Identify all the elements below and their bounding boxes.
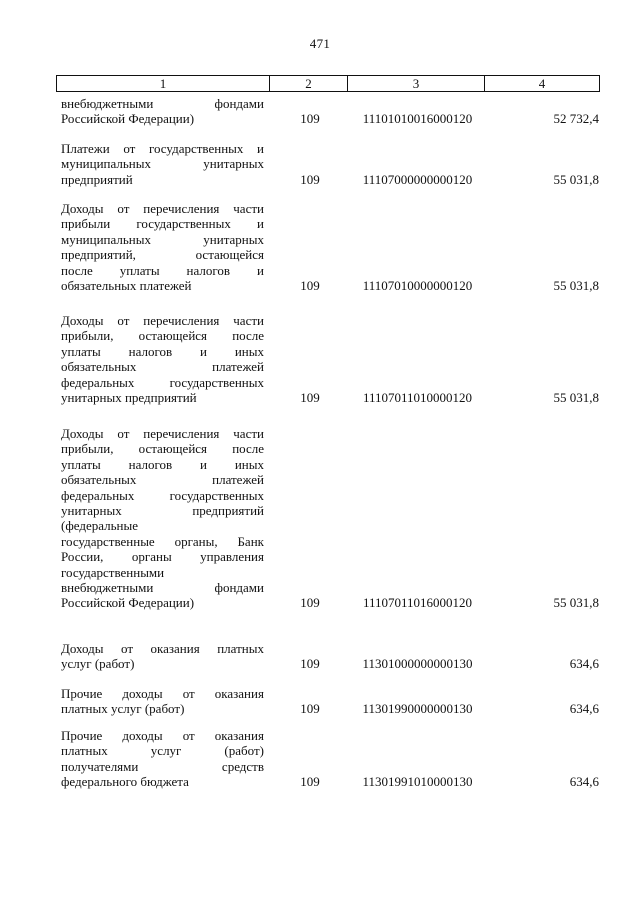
- description-line: прибыли государственных и: [61, 216, 264, 232]
- admin-code: 109: [300, 390, 320, 405]
- description-line: государственные органы, Банк: [61, 533, 264, 549]
- row-description: [61, 686, 264, 717]
- page-number: 471: [309, 36, 331, 51]
- description-line: Доходы от оказания платных: [61, 641, 264, 656]
- admin-code: 109: [300, 774, 320, 790]
- description-line: Российской Федерации): [61, 111, 195, 127]
- amount: 55 031,8: [553, 278, 599, 293]
- amount: 52 732,4: [553, 111, 599, 127]
- description-line: внебюджетными фондами: [61, 579, 264, 595]
- row-description: [61, 96, 264, 127]
- budget-code: 11107011016000120: [362, 595, 473, 611]
- budget-code: 11301991010000130: [362, 774, 473, 790]
- budget-code: 11101010016000120: [362, 111, 473, 127]
- description-line: государственными: [61, 564, 165, 580]
- description-line: Доходы от перечисления части: [61, 201, 264, 216]
- description-line: Доходы от перечисления части: [61, 426, 264, 441]
- description-line: обязательных платежей: [61, 277, 192, 293]
- amount: 634,6: [569, 701, 599, 717]
- row-description: [61, 728, 264, 790]
- budget-code: 11301000000000130: [362, 656, 473, 672]
- description-line: унитарных предприятий: [61, 389, 197, 405]
- description-line: муниципальных унитарных: [61, 231, 264, 247]
- description-line: платных услуг (работ): [61, 701, 185, 717]
- description-line: Доходы от перечисления части: [61, 313, 264, 328]
- description-line: уплаты налогов и иных: [61, 343, 264, 359]
- admin-code: 109: [300, 701, 320, 717]
- description-line: федерального бюджета: [61, 774, 189, 790]
- amount: 55 031,8: [553, 595, 599, 611]
- admin-code: 109: [300, 278, 320, 293]
- description-line: предприятий, остающейся: [61, 247, 264, 263]
- row-description: [61, 641, 264, 672]
- description-line: федеральных государственных: [61, 487, 264, 503]
- row-description: [61, 201, 264, 293]
- admin-code: 109: [300, 595, 320, 611]
- budget-code: 11107000000000120: [362, 171, 473, 187]
- admin-code: 109: [300, 171, 320, 187]
- description-line: (федеральные: [61, 518, 138, 534]
- description-line: услуг (работ): [61, 656, 135, 672]
- description-line: прибыли, остающейся после: [61, 441, 264, 457]
- header-col-2: 2: [270, 76, 348, 91]
- row-description: [61, 141, 264, 187]
- header-col-1: 1: [57, 76, 270, 91]
- amount: 634,6: [569, 774, 599, 790]
- description-line: внебюджетными фондами: [61, 96, 264, 111]
- description-line: Прочие доходы от оказания: [61, 728, 264, 743]
- description-line: России, органы управления: [61, 549, 264, 565]
- description-line: уплаты налогов и иных: [61, 456, 264, 472]
- description-line: обязательных платежей: [61, 472, 264, 488]
- row-description: [61, 313, 264, 405]
- description-line: Прочие доходы от оказания: [61, 686, 264, 701]
- header-col-3: 3: [348, 76, 485, 91]
- description-line: федеральных государственных: [61, 374, 264, 390]
- description-line: муниципальных унитарных: [61, 156, 264, 172]
- description-line: получателями средств: [61, 758, 264, 774]
- description-line: платных услуг (работ): [61, 743, 264, 759]
- admin-code: 109: [300, 111, 320, 127]
- budget-code: 11107010000000120: [362, 278, 473, 293]
- description-line: Российской Федерации): [61, 595, 195, 611]
- description-line: унитарных предприятий: [61, 502, 264, 518]
- budget-code: 11107011010000120: [362, 390, 473, 405]
- header-col-4: 4: [538, 76, 546, 91]
- description-line: обязательных платежей: [61, 359, 264, 375]
- description-line: после уплаты налогов и: [61, 262, 264, 278]
- description-line: предприятий: [61, 171, 133, 187]
- budget-code: 11301990000000130: [362, 701, 473, 717]
- amount: 634,6: [569, 656, 599, 672]
- amount: 55 031,8: [553, 171, 599, 187]
- row-description: [61, 426, 264, 611]
- amount: 55 031,8: [553, 390, 599, 405]
- admin-code: 109: [300, 656, 320, 672]
- description-line: Платежи от государственных и: [61, 141, 264, 156]
- description-line: прибыли, остающейся после: [61, 328, 264, 344]
